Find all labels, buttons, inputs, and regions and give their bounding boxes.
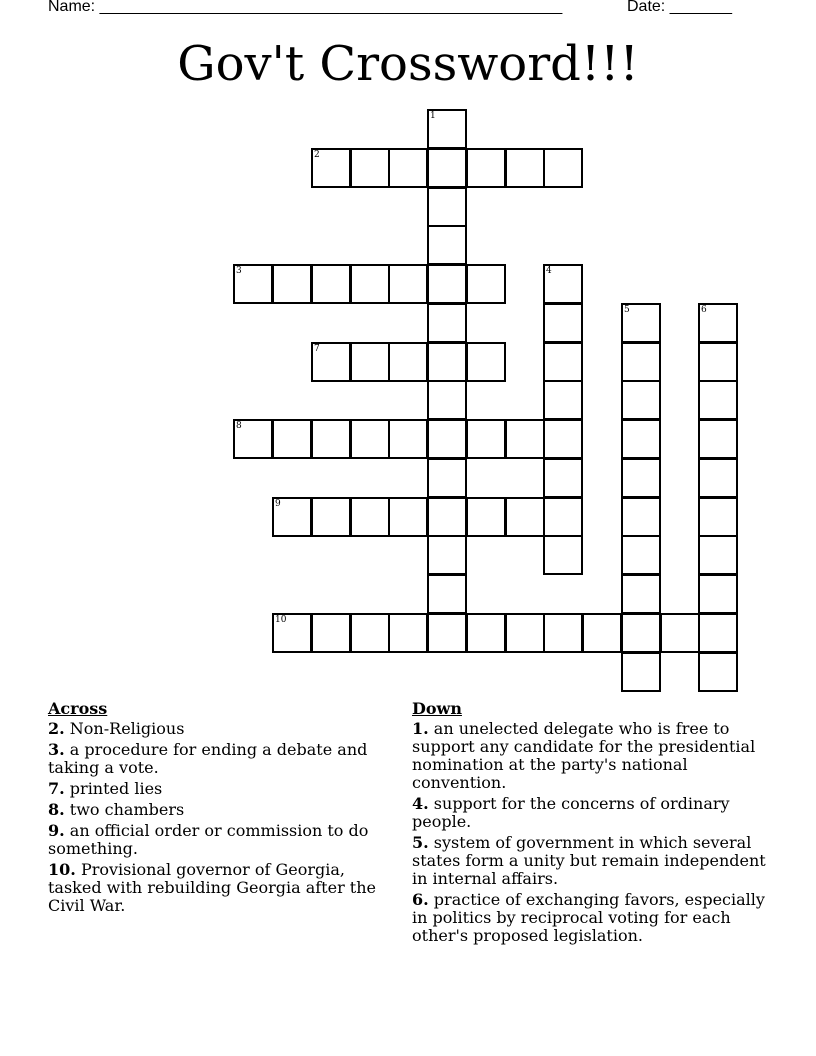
grid-cell[interactable] — [466, 497, 506, 537]
down-heading: Down — [412, 699, 462, 718]
grid-cell[interactable] — [427, 187, 467, 227]
grid-cell[interactable] — [505, 613, 545, 653]
grid-cell[interactable] — [698, 303, 738, 343]
clue-text: Provisional governor of Georgia, tasked with rebuilding Georgia after the Civil War. — [48, 860, 377, 915]
grid-cell[interactable] — [427, 574, 467, 614]
clue-number-label: 10 — [275, 615, 287, 625]
grid-cell[interactable] — [621, 303, 661, 343]
across-clue — [48, 741, 378, 777]
grid-cell[interactable] — [543, 535, 583, 575]
grid-cell[interactable] — [698, 342, 738, 382]
clue-number-label: 2 — [314, 150, 320, 160]
date-field-label: Date: _______ — [627, 0, 732, 15]
grid-cell[interactable] — [621, 419, 661, 459]
grid-cell[interactable] — [272, 497, 312, 537]
clue-number: 5. — [412, 833, 429, 852]
grid-cell[interactable] — [388, 342, 428, 382]
name-field-label: Name: ____________________________________________________ — [48, 0, 563, 15]
clue-number-label: 9 — [275, 499, 281, 509]
grid-cell[interactable] — [272, 419, 312, 459]
grid-cell[interactable] — [621, 535, 661, 575]
clue-number-label: 8 — [236, 421, 242, 431]
grid-cell[interactable] — [543, 380, 583, 420]
page-title: Gov't Crossword!!! — [177, 36, 639, 92]
grid-cell[interactable] — [698, 574, 738, 614]
grid-cell[interactable] — [543, 613, 583, 653]
grid-cell[interactable] — [311, 148, 351, 188]
grid-cell[interactable] — [427, 497, 467, 537]
across-clue — [48, 720, 378, 738]
clue-number-label: 6 — [701, 305, 707, 315]
grid-cell[interactable] — [698, 497, 738, 537]
grid-cell[interactable] — [427, 225, 467, 265]
grid-cell[interactable] — [466, 264, 506, 304]
grid-cell[interactable] — [311, 342, 351, 382]
grid-cell[interactable] — [427, 148, 467, 188]
clue-number-label: 3 — [236, 266, 242, 276]
down-clue — [412, 891, 772, 945]
grid-cell[interactable] — [621, 458, 661, 498]
grid-cell[interactable] — [388, 148, 428, 188]
clue-number: 8. — [48, 800, 65, 819]
clue-text: a procedure for ending a debate and taking a vote. — [48, 740, 368, 777]
grid-cell[interactable] — [698, 419, 738, 459]
down-clue — [412, 720, 772, 792]
grid-cell[interactable] — [388, 419, 428, 459]
clue-number: 4. — [412, 794, 429, 813]
across-clue — [48, 822, 378, 858]
clue-number: 9. — [48, 821, 65, 840]
grid-cell[interactable] — [388, 613, 428, 653]
clue-text: Non-Religious — [69, 719, 185, 738]
clue-text: two chambers — [69, 800, 185, 819]
clue-number: 7. — [48, 779, 65, 798]
clue-number-label: 7 — [314, 344, 320, 354]
clue-text: support for the concerns of ordinary people. — [412, 794, 730, 831]
grid-cell[interactable] — [698, 380, 738, 420]
grid-cell[interactable] — [350, 497, 390, 537]
grid-cell[interactable] — [350, 148, 390, 188]
grid-cell[interactable] — [543, 303, 583, 343]
grid-cell[interactable] — [505, 497, 545, 537]
grid-cell[interactable] — [505, 419, 545, 459]
across-heading: Across — [48, 699, 108, 718]
grid-cell[interactable] — [350, 613, 390, 653]
grid-cell[interactable] — [660, 613, 700, 653]
grid-cell[interactable] — [621, 342, 661, 382]
grid-cell[interactable] — [466, 613, 506, 653]
clue-number: 3. — [48, 740, 65, 759]
clue-number-label: 1 — [430, 111, 436, 121]
grid-cell[interactable] — [388, 264, 428, 304]
clue-text: system of government in which several states form a unity but remain independent in internal affairs. — [412, 833, 766, 888]
grid-cell[interactable] — [427, 613, 467, 653]
clue-number: 1. — [412, 719, 429, 738]
grid-cell[interactable] — [621, 380, 661, 420]
grid-cell[interactable] — [466, 148, 506, 188]
clue-text: printed lies — [69, 779, 163, 798]
clue-number: 2. — [48, 719, 65, 738]
grid-cell[interactable] — [427, 458, 467, 498]
clue-text: an unelected delegate who is free to support any candidate for the presidential nomination at the party's national convention. — [412, 719, 756, 792]
clue-number: 10. — [48, 860, 76, 879]
grid-cell[interactable] — [311, 264, 351, 304]
grid-cell[interactable] — [698, 458, 738, 498]
grid-cell[interactable] — [427, 535, 467, 575]
grid-cell[interactable] — [582, 613, 622, 653]
grid-cell[interactable] — [311, 497, 351, 537]
grid-cell[interactable] — [427, 303, 467, 343]
grid-cell[interactable] — [427, 342, 467, 382]
grid-cell[interactable] — [621, 613, 661, 653]
grid-cell[interactable] — [466, 419, 506, 459]
grid-cell[interactable] — [350, 264, 390, 304]
grid-cell[interactable] — [505, 148, 545, 188]
grid-cell[interactable] — [272, 613, 312, 653]
clue-number-label: 4 — [546, 266, 552, 276]
clue-text: an official order or commission to do something. — [48, 821, 369, 858]
grid-cell[interactable] — [698, 535, 738, 575]
grid-cell[interactable] — [543, 458, 583, 498]
grid-cell[interactable] — [543, 419, 583, 459]
grid-cell[interactable] — [698, 613, 738, 653]
across-clue — [48, 861, 378, 915]
grid-cell[interactable] — [388, 497, 428, 537]
grid-cell[interactable] — [350, 419, 390, 459]
grid-cell[interactable] — [621, 497, 661, 537]
grid-cell[interactable] — [543, 342, 583, 382]
grid-cell[interactable] — [698, 652, 738, 692]
grid-cell[interactable] — [621, 652, 661, 692]
down-clue — [412, 795, 772, 831]
grid-cell[interactable] — [543, 148, 583, 188]
grid-cell[interactable] — [311, 419, 351, 459]
grid-cell[interactable] — [427, 380, 467, 420]
grid-cell[interactable] — [350, 342, 390, 382]
clue-text: practice of exchanging favors, especially in politics by reciprocal voting for each other's proposed legislation. — [412, 890, 765, 945]
grid-cell[interactable] — [543, 264, 583, 304]
grid-cell[interactable] — [233, 264, 273, 304]
grid-cell[interactable] — [427, 419, 467, 459]
grid-cell[interactable] — [427, 109, 467, 149]
grid-cell[interactable] — [311, 613, 351, 653]
down-clues — [412, 700, 772, 948]
grid-cell[interactable] — [543, 497, 583, 537]
grid-cell[interactable] — [272, 264, 312, 304]
grid-cell[interactable] — [427, 264, 467, 304]
grid-cell[interactable] — [466, 342, 506, 382]
clue-number: 6. — [412, 890, 429, 909]
across-clues — [48, 700, 378, 918]
clue-number-label: 5 — [624, 305, 630, 315]
grid-cell[interactable] — [233, 419, 273, 459]
across-clue — [48, 780, 378, 798]
grid-cell[interactable] — [621, 574, 661, 614]
across-clue — [48, 801, 378, 819]
down-clue — [412, 834, 772, 888]
